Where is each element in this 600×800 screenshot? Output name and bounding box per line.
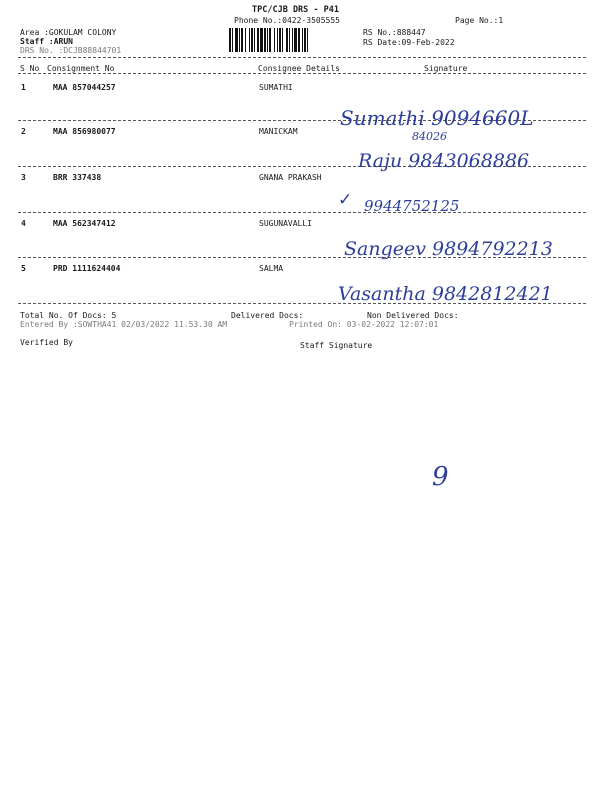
barcode (229, 28, 351, 52)
row-consignment: PRD 1111624404 (53, 264, 121, 273)
entered-by: Entered By :SOWTHA41 02/03/2022 11.53.30 AM (20, 320, 228, 329)
row-sno: 4 (21, 219, 26, 228)
header-rule-top (18, 57, 586, 58)
row-consignment: MAA 856980077 (53, 127, 116, 136)
phone-number: Phone No.:0422-3505555 (234, 16, 340, 25)
row-sno: 1 (21, 83, 26, 92)
pen-mark: 9 (432, 462, 449, 492)
staff-label: Staff :ARUN (20, 37, 73, 46)
total-docs: Total No. Of Docs: 5 (20, 311, 117, 320)
row-consignee: SUGUNAVALLI (259, 219, 312, 228)
rs-date: RS Date:09-Feb-2022 (363, 38, 455, 47)
rs-number: RS No.:888447 (363, 28, 426, 37)
row-consignee: MANICKAM (259, 127, 298, 136)
area-label: Area :GOKULAM COLONY (20, 28, 117, 37)
handwritten-signature-4: Sangeev 9894792213 (344, 238, 553, 260)
row-sno: 3 (21, 173, 26, 182)
staff-signature: Staff Signature (300, 341, 373, 350)
printed-on: Printed On: 03-02-2022 12:07:01 (289, 320, 439, 329)
row-sno: 5 (21, 264, 26, 273)
page-number: Page No.:1 (455, 16, 504, 25)
drs-number: DRS No. :DCJB88844701 (20, 46, 122, 55)
row-consignee: SALMA (259, 264, 284, 273)
column-consignee: Consignee Details (258, 64, 340, 73)
column-consignment: Consignment No (47, 64, 115, 73)
row-sno: 2 (21, 127, 26, 136)
header-rule-bottom (18, 73, 586, 74)
row-consignment: MAA 857044257 (53, 83, 116, 92)
handwritten-signature-1: Sumathi 9094660L (340, 106, 534, 130)
row-consignment: MAA 562347412 (53, 219, 116, 228)
handwritten-signature-3: 9944752125 (364, 197, 460, 215)
column-signature: Signature (424, 64, 468, 73)
handwritten-check-mark: ✓ (338, 190, 353, 210)
handwritten-note: 84026 (412, 130, 447, 143)
column-sno: S No (20, 64, 40, 73)
row-consignee: SUMATHI (259, 83, 293, 92)
handwritten-signature-2: Raju 9843068886 (358, 150, 530, 172)
row-consignee: GNANA PRAKASH (259, 173, 322, 182)
row-consignment: BRR 337438 (53, 173, 102, 182)
row-divider (18, 212, 586, 213)
delivered-docs: Delivered Docs: (231, 311, 304, 320)
handwritten-signature-5: Vasantha 9842812421 (338, 283, 553, 305)
verified-by: Verified By (20, 338, 73, 347)
document-title: TPC/CJB DRS - P41 (252, 5, 339, 15)
non-delivered-docs: Non Delivered Docs: (367, 311, 459, 320)
